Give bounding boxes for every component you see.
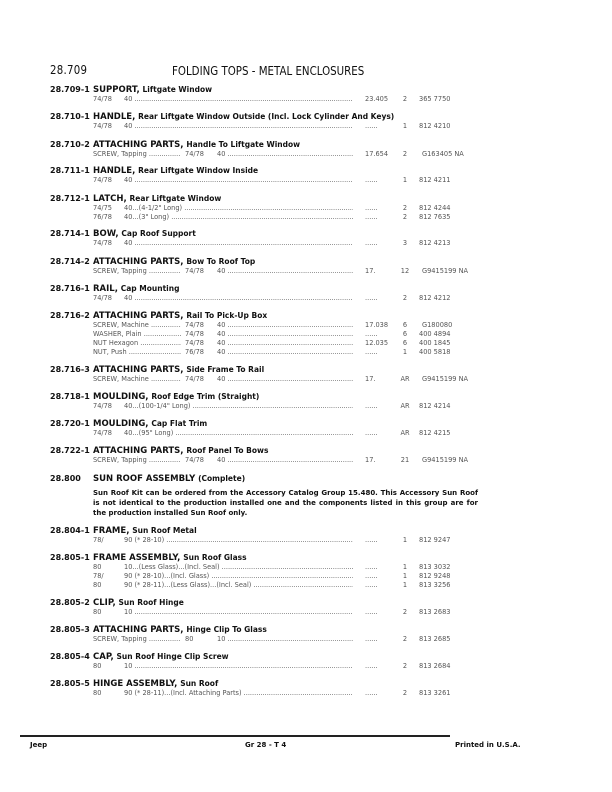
entry-number: 28.805-2 [50,598,90,607]
model-years: 74/78 [185,339,205,347]
page-title: FOLDING TOPS - METAL ENCLOSURES [172,63,365,78]
quantity: 6 [402,339,408,347]
part-name: ATTACHING PARTS, [93,446,184,456]
model-code: 40 ..... [217,456,353,464]
part-number: 400 4894 [419,330,451,338]
quantity: 2 [402,689,408,697]
entry-heading [93,166,258,176]
sun-roof-note: Sun Roof Kit can be ordered from the Accessory Catalog Group 15.480. This Accessory Sun Roof is not identical to the production installed one and the components listed in this group are for the production installed Sun Roof only. [93,489,478,517]
quantity: 1 [402,581,408,589]
item-description: SCREW, Tapping ..... [93,635,181,643]
quantity: 3 [402,239,408,247]
model-years: 74/75 [93,204,113,212]
quantity: AR [400,402,410,410]
model-years: 78/ [93,536,104,544]
entry-number: 28.805-3 [50,625,90,634]
part-name: CLIP, [93,598,116,608]
model-code: 40 ..... [217,339,353,347]
model-code: 40 ..... [124,122,353,130]
part-number: G9415199 NA [422,267,469,275]
catalog-number: 17. [365,375,376,383]
catalog-number: ...... [365,348,378,356]
model-code: 40 ..... [217,150,353,158]
part-description: Liftgate Window [142,85,213,94]
model-code: 40...(4-1/2" Long) ..... [124,204,353,212]
part-name: ATTACHING PARTS, [93,625,184,635]
model-years: 74/78 [93,294,113,302]
part-line [93,375,469,384]
part-description: (Complete) [198,474,246,483]
part-description: Bow To Roof Top [186,257,256,266]
part-line [93,348,453,357]
quantity: 2 [402,213,408,221]
footer-group: Gr 28 - T 4 [245,741,287,749]
catalog-number: ...... [365,536,378,544]
part-line [93,662,453,671]
part-number: 365 7750 [419,95,451,103]
catalog-number: ...... [365,402,378,410]
part-description: Sun Roof Hinge [118,598,184,607]
part-name: HANDLE, [93,112,136,122]
entry-number: 28.718-1 [50,392,90,401]
model-years: 74/78 [93,122,113,130]
entry-number: 28.720-1 [50,419,90,428]
quantity: 1 [402,176,408,184]
catalog-number: ...... [365,608,378,616]
page-group-number: 28.709 [50,63,88,77]
part-line [93,267,469,276]
part-name: ATTACHING PARTS, [93,365,184,375]
quantity: 2 [402,635,408,643]
part-description: Sun Roof [180,679,219,688]
model-code: 10 ..... [217,635,353,643]
part-number: 812 9247 [419,536,451,544]
part-line [93,608,453,617]
part-line [93,95,453,104]
catalog-number: ...... [365,572,378,580]
catalog-number: ...... [365,635,378,643]
item-description: WASHER, Plain ..... [93,330,181,338]
part-description: Cap Mounting [120,284,180,293]
part-number: 812 4211 [419,176,451,184]
quantity: 12 [400,267,410,275]
catalog-number: 17.038 [365,321,389,329]
model-code: 40...(95" Long) ..... [124,429,353,437]
model-years: 74/78 [185,456,205,464]
part-description: Rail To Pick-Up Box [186,311,268,320]
entry-number: 28.805-1 [50,553,90,562]
part-number: 812 4244 [419,204,451,212]
entry-number: 28.710-2 [50,140,90,149]
model-years: 76/78 [93,213,113,221]
model-years: 80 [93,581,102,589]
model-code: 40 ..... [217,321,353,329]
quantity: 1 [402,572,408,580]
item-description: SCREW, Tapping ..... [93,267,181,275]
model-years: 74/78 [93,239,113,247]
entry-number: 28.805-5 [50,679,90,688]
footer-divider [20,735,450,737]
catalog-number: ...... [365,429,378,437]
catalog-number: ...... [365,330,378,338]
model-code: 40 ..... [124,95,353,103]
entry-heading [93,446,268,456]
catalog-number: ...... [365,204,378,212]
quantity: 6 [402,321,408,329]
model-code: 40 ..... [217,330,353,338]
footer-brand: Jeep [30,741,48,749]
part-line [93,402,453,411]
part-name: LATCH, [93,194,127,204]
model-years: 76/78 [185,348,205,356]
part-description: Roof Edge Trim (Straight) [151,392,260,401]
model-years: 80 [185,635,194,643]
model-years: 74/78 [93,176,113,184]
model-years: 74/78 [93,429,113,437]
model-years: 80 [93,662,102,670]
model-years: 80 [93,689,102,697]
quantity: 2 [402,150,408,158]
quantity: 2 [402,662,408,670]
model-code: 40 ..... [217,267,353,275]
part-number: G9415199 NA [422,456,469,464]
catalog-number: ...... [365,563,378,571]
entry-heading [93,553,247,563]
model-code: 90 (* 28-10)...(Incl. Glass) ..... [124,572,353,580]
part-number: G9415199 NA [422,375,469,383]
quantity: 2 [402,608,408,616]
part-description: Handle To Liftgate Window [186,140,301,149]
catalog-number: ...... [365,294,378,302]
quantity: 1 [402,122,408,130]
quantity: 2 [402,204,408,212]
quantity: 21 [400,456,410,464]
entry-heading [93,311,267,321]
catalog-number: ...... [365,239,378,247]
part-line [93,689,453,698]
item-description: NUT Hexagon ..... [93,339,181,347]
model-code: 90 (* 28-11)...(Incl. Attaching Parts) ..... [124,689,353,697]
entry-heading [93,229,196,239]
model-code: 40...(100-1/4" Long) ..... [124,402,353,410]
entry-heading [93,112,394,122]
model-years: 74/78 [185,375,205,383]
catalog-number: 17.654 [365,150,389,158]
quantity: 2 [402,95,408,103]
part-name: HINGE ASSEMBLY, [93,679,178,689]
item-description: SCREW, Tapping ..... [93,150,181,158]
part-line [93,635,453,644]
catalog-number: 17. [365,267,376,275]
part-number: 400 5818 [419,348,451,356]
part-name: MOULDING, [93,419,149,429]
part-description: Cap Flat Trim [151,419,208,428]
model-code: 90 (* 28-11)...(Less Glass)...(Incl. Seal) ..... [124,581,353,589]
entry-heading [93,679,218,689]
model-code: 90 (* 28-10) ..... [124,536,353,544]
entry-number: 28.710-1 [50,112,90,121]
part-description: Side Frame To Rail [186,365,265,374]
entry-number: 28.714-2 [50,257,90,266]
model-code: 40 ..... [124,176,353,184]
part-number: 812 4210 [419,122,451,130]
quantity: 1 [402,563,408,571]
part-name: CAP, [93,652,114,662]
part-number: 812 9248 [419,572,451,580]
entry-number: 28.805-4 [50,652,90,661]
item-description: SCREW, Machine ..... [93,375,181,383]
part-line [93,321,453,330]
quantity: AR [400,375,410,383]
quantity: 1 [402,348,408,356]
model-code: 10 ..... [124,662,353,670]
footer-printed: Printed in U.S.A. [455,741,521,749]
entry-number: 28.804-1 [50,526,90,535]
catalog-number: 12.035 [365,339,389,347]
entry-number: 28.716-3 [50,365,90,374]
model-years: 80 [93,563,102,571]
item-description: SCREW, Machine ..... [93,321,181,329]
catalog-number: 17. [365,456,376,464]
part-line [93,239,453,248]
model-years: 78/ [93,572,104,580]
part-description: Roof Panel To Bows [186,446,269,455]
part-name: SUPPORT, [93,85,140,95]
part-number: 812 4212 [419,294,451,302]
part-line [93,536,453,545]
part-name: ATTACHING PARTS, [93,140,184,150]
model-code: 10...(Less Glass)...(Incl. Seal) ..... [124,563,353,571]
part-line [93,563,453,572]
entry-number: 28.716-1 [50,284,90,293]
catalog-number: ...... [365,176,378,184]
entry-heading [93,625,267,635]
part-number: 813 2684 [419,662,451,670]
part-line [93,122,453,131]
entry-heading [93,474,245,484]
model-years: 80 [93,608,102,616]
entry-heading [93,598,184,608]
part-line [93,456,469,465]
part-name: BOW, [93,229,119,239]
part-description: Rear Liftgate Window Inside [138,166,259,175]
entry-heading [93,392,259,402]
catalog-number: ...... [365,122,378,130]
part-number: 813 3256 [419,581,451,589]
quantity: 6 [402,330,408,338]
model-code: 40 ..... [217,348,353,356]
part-name: FRAME, [93,526,130,536]
entry-heading [93,140,300,150]
catalog-number: 23.405 [365,95,389,103]
part-line [93,294,453,303]
part-number: 400 1845 [419,339,451,347]
model-code: 40 ..... [217,375,353,383]
part-line [93,150,464,159]
entry-heading [93,284,179,294]
part-name: MOULDING, [93,392,149,402]
part-number: 812 7635 [419,213,451,221]
part-number: 812 4214 [419,402,451,410]
catalog-number: ...... [365,213,378,221]
model-code: 40 ..... [124,239,353,247]
part-description: Cap Roof Support [121,229,196,238]
part-line [93,330,453,339]
entry-number: 28.711-1 [50,166,90,175]
part-line [93,429,453,438]
entry-number: 28.722-1 [50,446,90,455]
catalog-number: ...... [365,662,378,670]
part-number: G180080 [422,321,453,329]
entry-heading [93,194,221,204]
part-line [93,176,453,185]
part-name: SUN ROOF ASSEMBLY [93,474,196,484]
part-description: Sun Roof Hinge Clip Screw [116,652,229,661]
model-code: 40...(3" Long) ..... [124,213,353,221]
entry-number: 28.709-1 [50,85,90,94]
model-years: 74/78 [185,150,205,158]
entry-number: 28.800 [50,474,81,483]
part-line [93,339,453,348]
entry-heading [93,365,264,375]
quantity: AR [400,429,410,437]
entry-heading [93,419,207,429]
entry-heading [93,85,212,95]
part-number: 813 3261 [419,689,451,697]
model-years: 74/78 [93,95,113,103]
part-number: G163405 NA [422,150,464,158]
part-description: Sun Roof Metal [132,526,197,535]
part-description: Rear Liftgate Window Outside (Incl. Lock Cylinder And Keys) [138,112,395,121]
part-description: Rear Liftgate Window [129,194,222,203]
item-description: SCREW, Tapping ..... [93,456,181,464]
part-description: Hinge Clip To Glass [186,625,267,634]
model-years: 74/78 [185,267,205,275]
entry-heading [93,257,255,267]
model-code: 40 ..... [124,294,353,302]
entry-number: 28.714-1 [50,229,90,238]
entry-number: 28.712-1 [50,194,90,203]
part-name: FRAME ASSEMBLY, [93,553,181,563]
model-years: 74/78 [185,330,205,338]
part-line [93,572,453,581]
part-number: 812 4215 [419,429,451,437]
part-name: HANDLE, [93,166,136,176]
model-years: 74/78 [93,402,113,410]
entry-heading [93,652,229,662]
catalog-number: ...... [365,581,378,589]
entry-number: 28.716-2 [50,311,90,320]
model-code: 10 ..... [124,608,353,616]
part-line [93,581,453,590]
part-number: 812 4213 [419,239,451,247]
part-number: 813 3032 [419,563,451,571]
quantity: 2 [402,294,408,302]
part-line [93,204,453,213]
catalog-number: ...... [365,689,378,697]
part-name: ATTACHING PARTS, [93,257,184,267]
entry-heading [93,526,197,536]
item-description: NUT, Push ..... [93,348,181,356]
part-description: Sun Roof Glass [183,553,247,562]
part-name: RAIL, [93,284,118,294]
part-name: ATTACHING PARTS, [93,311,184,321]
model-years: 74/78 [185,321,205,329]
part-line [93,213,453,222]
part-number: 813 2685 [419,635,451,643]
part-number: 813 2683 [419,608,451,616]
quantity: 1 [402,536,408,544]
